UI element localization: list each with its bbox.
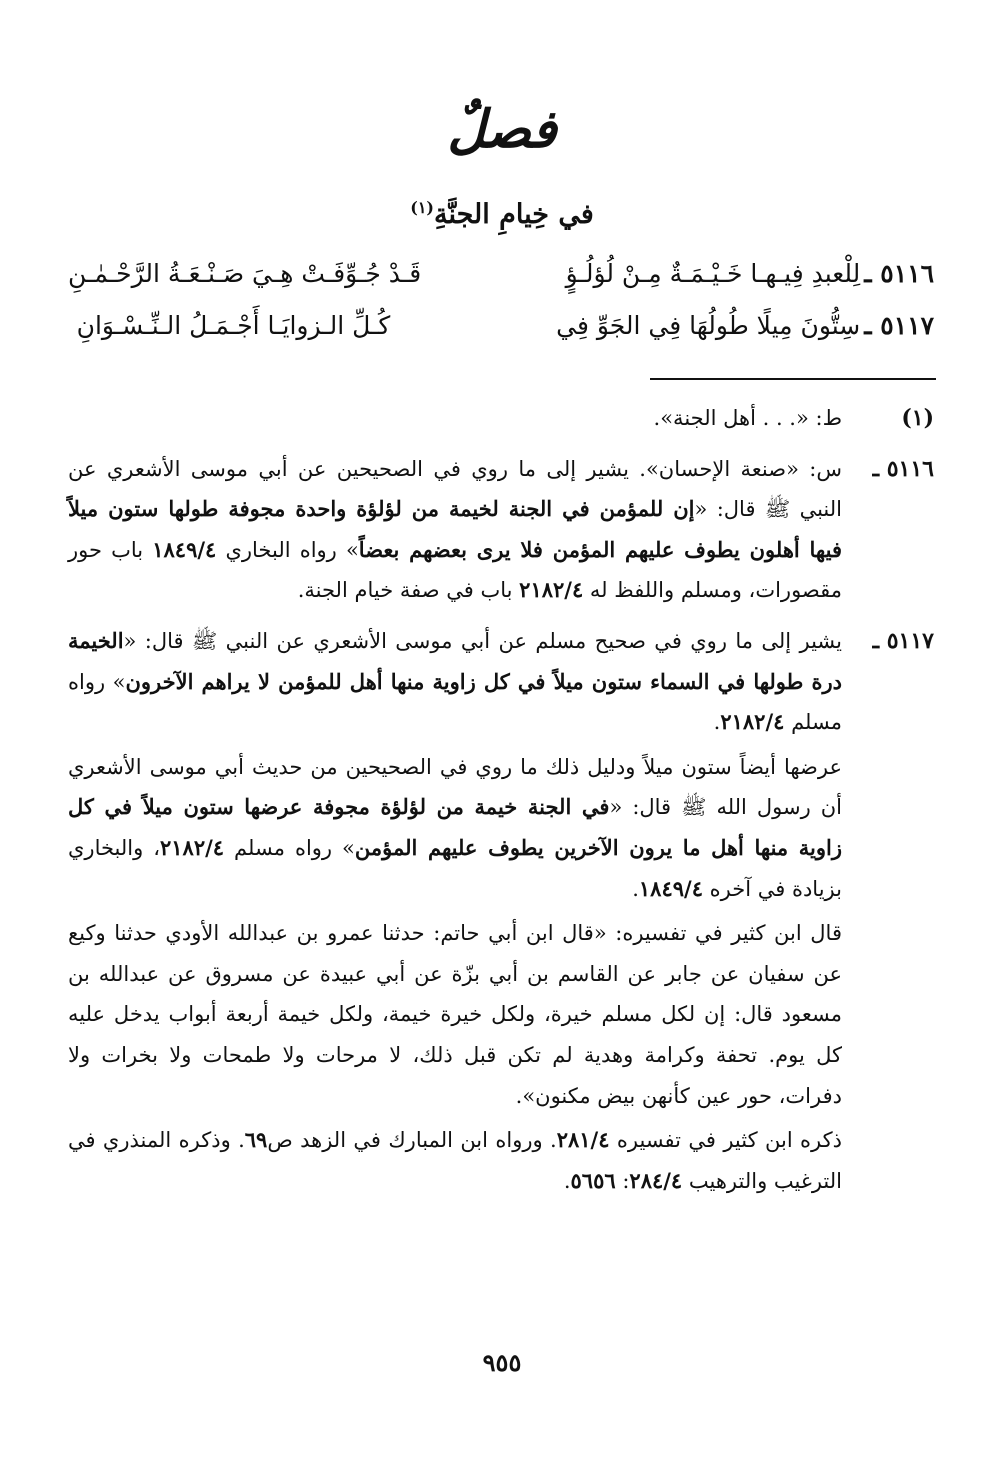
verse-second-hemistich: كُـلِّ الـزوايَـا أَجْـمَـلُ الـنِّـسْـوَانِ: [76, 311, 391, 340]
footnote-paragraph: [68, 1120, 842, 1201]
footnote-body: [68, 449, 842, 615]
text-run: س: «صنعة الإحسان». يشير إلى ما روي في الصحيحين عن أبي موسى الأشعري عن النبي ﷺ قال: «: [68, 456, 842, 522]
subtitle-text: في خِيامِ الجنَّةِ: [433, 199, 594, 230]
verse-number: ٥١١٦ ـ: [864, 259, 934, 288]
text-run: قال ابن كثير في تفسيره: «قال ابن أبي حاتم: حدثنا عمرو بن عبدالله الأودي حدثنا وكيع عن سفيان عن جابر عن القاسم بن أبي بزّة عن أبي عبيدة عن مسروق عن عبدالله بن مسعود قال: إن لكل مسلم خيرة، ولكل خيرة خيمة، ولكل خيمة أربعة أبواب يدخل عليه كل يوم. تحفة وكرامة وهدية لم تكن قبل ذلك، لا مرحات ولا طمحات ولا بخرات ولا دفرات، حور عين كأنهن بيض مكنون».: [68, 921, 842, 1108]
emphasized-text: ٥٦٥٦: [570, 1167, 616, 1193]
footnote-paragraph: [68, 747, 842, 909]
footnote-paragraph: [68, 449, 842, 611]
verse-first-hemistich: لِلْعبدِ فِيـهـا خَـيْـمَـةٌ مِـنْ لُؤلُـؤٍ: [565, 259, 861, 288]
emphasized-text: ٦٩: [244, 1127, 268, 1153]
emphasized-text: ٢٨١/٤: [556, 1127, 610, 1153]
text-run: ذكره ابن كثير في تفسيره: [609, 1128, 842, 1153]
verse-number: ٥١١٧ ـ: [864, 311, 934, 340]
verse-line: [68, 306, 934, 346]
emphasized-text: ١٨٤٩/٤: [638, 875, 703, 901]
page-number: ٩٥٥: [482, 1348, 522, 1377]
footnotes-section: [68, 398, 934, 1211]
footnote-label: ٥١١٧ ـ: [872, 627, 934, 654]
footnote-label: ٥١١٦ ـ: [872, 455, 934, 482]
text-run: » رواه مسلم: [224, 835, 355, 860]
emphasized-text: ٢١٨٢/٤: [160, 834, 225, 860]
section-heading: فصلٌ: [447, 99, 557, 160]
verse-line: [68, 254, 934, 294]
footnote-paragraph: [68, 398, 842, 439]
text-run: .: [713, 710, 721, 735]
text-run: .: [563, 1168, 571, 1193]
footnote-body: [68, 398, 842, 443]
footnote-paragraph: [68, 621, 842, 743]
footnote-entry: [68, 398, 934, 443]
footnote-entry: [68, 621, 934, 1205]
text-run: .: [632, 876, 639, 901]
emphasized-text: الخيمة درة طولها في السماء ستون ميلاً في كل زاوية منها أهل للمؤمن لا يراهم الآخرون: [68, 627, 842, 694]
footnote-ref: (١): [410, 198, 434, 217]
text-run: ط: «. . . أهل الجنة».: [653, 406, 842, 430]
text-run: ، والبخاري بزيادة في آخره: [68, 835, 842, 901]
section-subtitle: [0, 188, 1004, 235]
text-run: » رواه مسلم: [68, 669, 842, 735]
footnote-divider: [650, 378, 936, 380]
text-run: باب في صفة خيام الجنة.: [297, 578, 520, 603]
text-run: :: [615, 1168, 630, 1193]
verse-first-hemistich: سِتُّونَ مِيلًا طُولُهَا فِي الجَوِّ فِي: [556, 311, 861, 340]
emphasized-text: ٢١٨٢/٤: [720, 709, 785, 735]
emphasized-text: في الجنة خيمة من لؤلؤة مجوفة عرضها ستون ميلاً في كل زاوية منها أهل ما يرون الآخرين يطوف عليهم المؤمن: [68, 794, 842, 860]
text-run: عرضها أيضاً ستون ميلاً ودليل ذلك ما روي في الصحيحين من حديث أبي موسى الأشعري أن رسول الله ﷺ قال: «: [68, 754, 842, 820]
text-run: يشير إلى ما روي في صحيح مسلم عن أبي موسى الأشعري عن النبي ﷺ قال: «: [123, 628, 842, 653]
emphasized-text: إن للمؤمن في الجنة لخيمة من لؤلؤة واحدة مجوفة طولها ستون ميلاً فيها أهلون يطوف عليهم المؤمن فلا يرى بعضهم بعضاً: [68, 496, 842, 562]
text-run: باب حور مقصورات، ومسلم واللفظ له: [68, 537, 842, 603]
text-run: . ورواه ابن المبارك في الزهد ص: [267, 1128, 557, 1153]
verse-second-hemistich: قَـدْ جُـوِّفَـتْ هِـيَ صَـنْـعَـةُ الرَّحْـمٰـنِ: [68, 259, 422, 288]
text-run: » رواه البخاري: [216, 537, 359, 562]
footnote-label: (١): [901, 405, 934, 431]
emphasized-text: ١٨٤٩/٤: [152, 536, 217, 562]
footnote-paragraph: [68, 913, 842, 1116]
footnote-body: [68, 621, 842, 1205]
footnote-entry: [68, 449, 934, 615]
text-run: . وذكره المنذري في الترغيب والترهيب: [68, 1128, 842, 1193]
emphasized-text: ٢١٨٢/٤: [519, 577, 584, 603]
emphasized-text: ٢٨٤/٤: [629, 1167, 683, 1193]
